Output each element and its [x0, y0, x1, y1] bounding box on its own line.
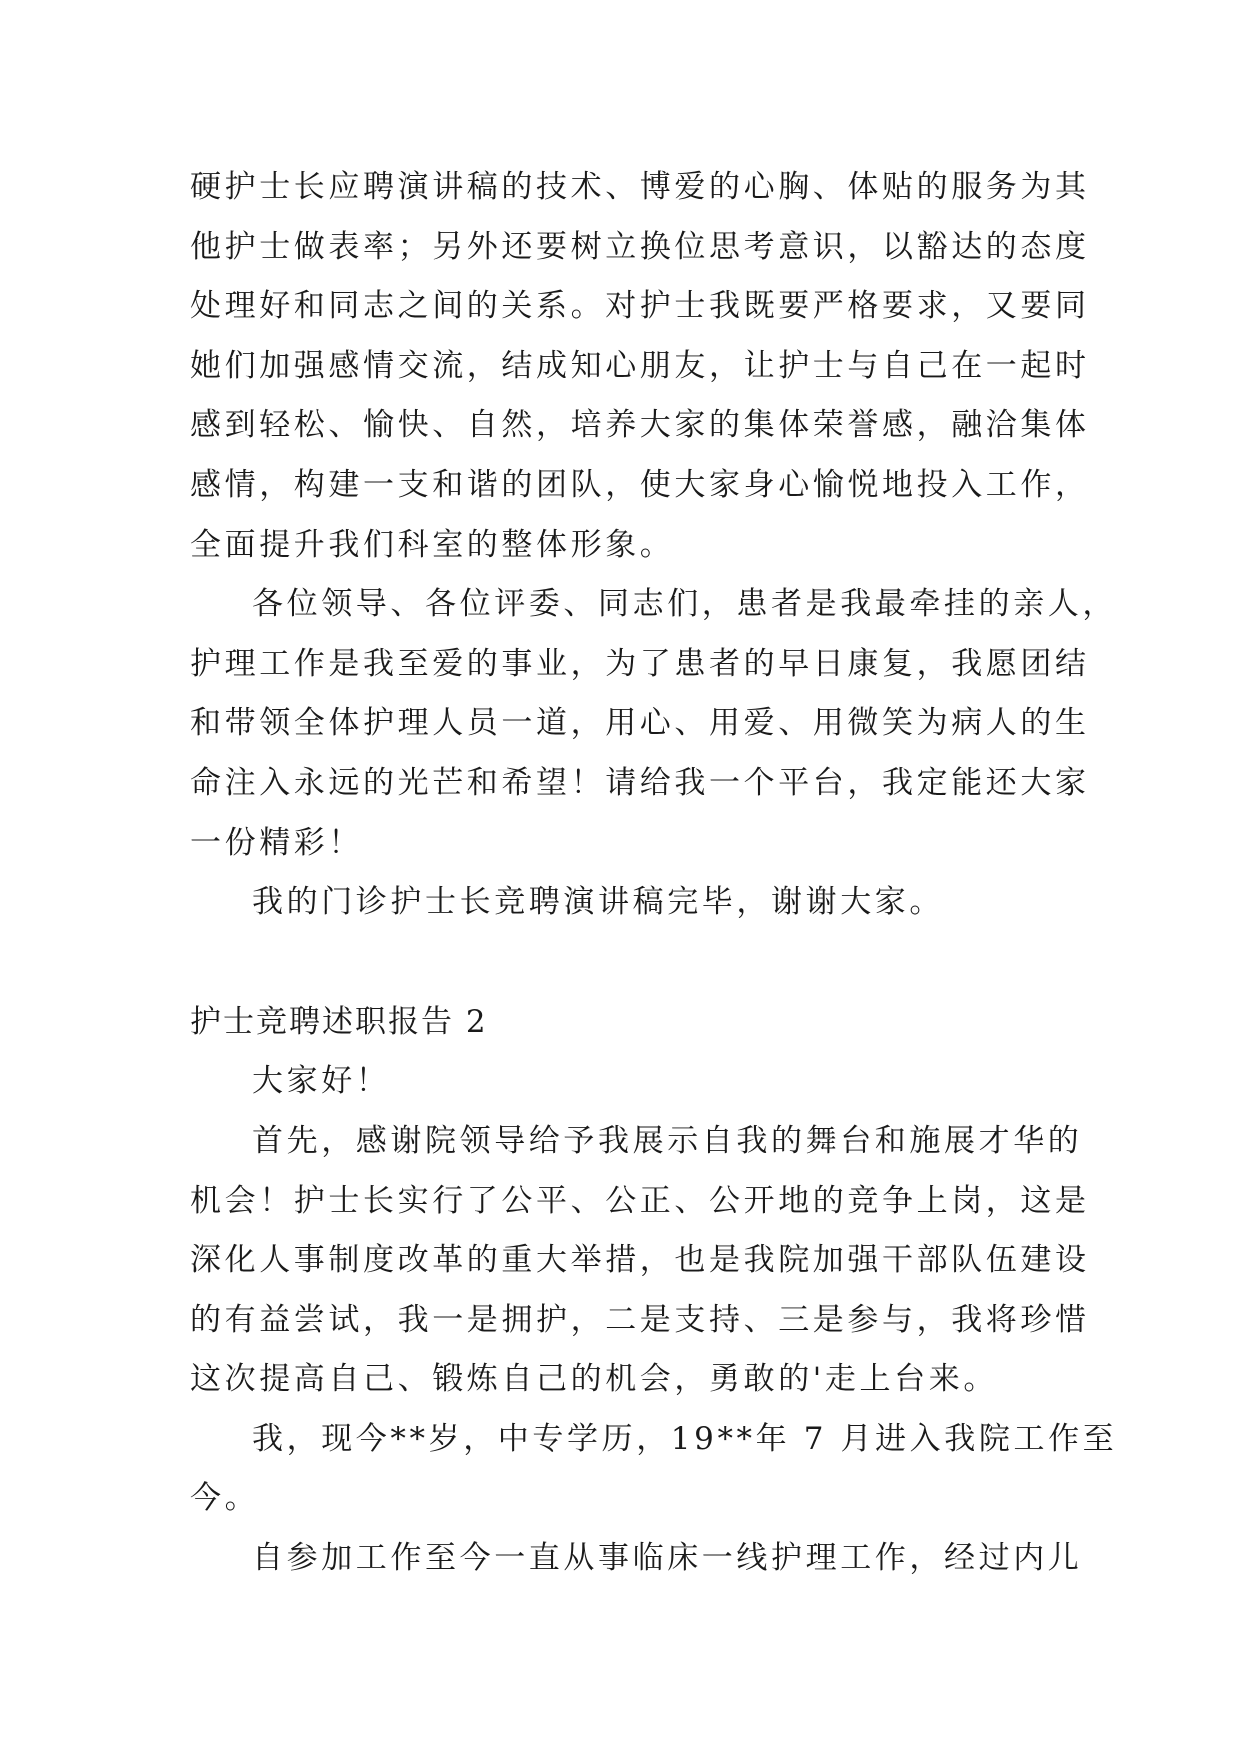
section-heading: 护士竞聘述职报告 2	[190, 1003, 488, 1040]
paragraph-start-line: 首先，感谢院领导给予我展示自我的舞台和施展才华的	[252, 1122, 1083, 1159]
text-line: 这次提高自己、锻炼自己的机会，勇敢的'走上台来。	[190, 1361, 998, 1398]
text-line: 硬护士长应聘演讲稿的技术、博爱的心胸、体贴的服务为其	[190, 169, 1090, 205]
text-line: 的有益尝试，我一是拥护，二是支持、三是参与，我将珍惜	[190, 1301, 1090, 1338]
text-line: 感到轻松、愉快、自然，培养大家的集体荣誉感，融洽集体	[190, 407, 1090, 444]
text-line: 命注入永远的光芒和希望！请给我一个平台，我定能还大家	[190, 764, 1090, 801]
text-line: 感情，构建一支和谐的团队，使大家身心愉悦地投入工作，	[190, 466, 1090, 503]
text-line: 全面提升我们科室的整体形象。	[190, 526, 675, 563]
text-line: 机会！护士长实行了公平、公正、公开地的竞争上岗，这是	[190, 1182, 1090, 1219]
paragraph-start-line: 我，现今**岁，中专学历，19**年 7 月进入我院工作至	[252, 1420, 1118, 1457]
paragraph-start-line: 自参加工作至今一直从事临床一线护理工作，经过内儿	[252, 1540, 1083, 1577]
text-line: 和带领全体护理人员一道，用心、用爱、用微笑为病人的生	[190, 705, 1090, 742]
text-line: 深化人事制度改革的重大举措，也是我院加强干部队伍建设	[190, 1242, 1090, 1279]
text-line: 护理工作是我至爱的事业，为了患者的早日康复，我愿团结	[190, 645, 1090, 682]
text-line: 处理好和同志之间的关系。对护士我既要严格要求，又要同	[190, 288, 1090, 325]
text-line: 今。	[190, 1480, 260, 1517]
paragraph-start-line: 各位领导、各位评委、同志们，患者是我最牵挂的亲人，	[252, 586, 1117, 623]
text-line: 她们加强感情交流，结成知心朋友，让护士与自己在一起时	[190, 347, 1090, 384]
greeting-line: 大家好！	[252, 1063, 391, 1100]
text-line: 一份精彩！	[190, 824, 363, 861]
paragraph-start-line: 我的门诊护士长竞聘演讲稿完毕，谢谢大家。	[252, 884, 944, 921]
document-page	[190, 158, 1118, 1589]
text-line: 他护士做表率；另外还要树立换位思考意识，以豁达的态度	[190, 228, 1090, 265]
